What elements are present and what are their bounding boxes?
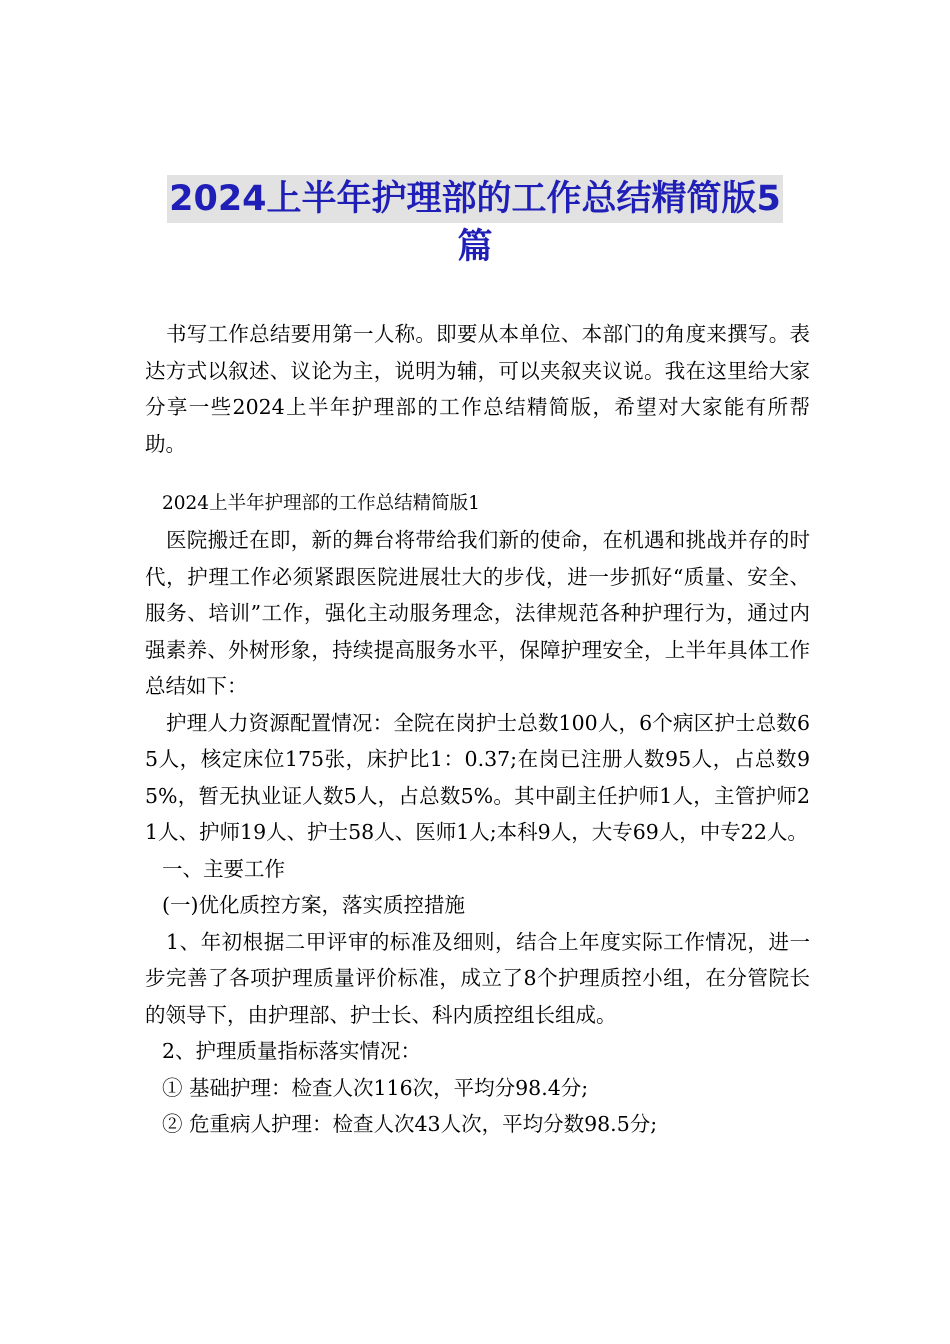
- section-heading: 2024上半年护理部的工作总结精简版1: [162, 493, 480, 514]
- heading-quality-control: (一)优化质控方案，落实质控措施: [162, 893, 465, 917]
- title-line-1: 2024上半年护理部的工作总结精简版5: [167, 175, 783, 223]
- point-2: 2、护理质量指标落实情况：: [162, 1039, 422, 1063]
- intro-paragraph: 书写工作总结要用第一人称。即要从本单位、本部门的角度来撰写。表达方式以叙述、议论为主，说明为辅，可以夹叙夹议说。我在这里给大家分享一些2024上半年护理部的工作总结精简版，希望对大家能有所帮助。: [145, 322, 810, 456]
- document-title: [140, 175, 810, 271]
- spacer: [145, 462, 810, 486]
- list-item-critical-care: ② 危重病人护理：检查人次43人次，平均分数98.5分;: [162, 1112, 658, 1136]
- list-item-basic-care: ① 基础护理：检查人次116次，平均分98.4分;: [162, 1075, 589, 1100]
- paragraph-relocation: 医院搬迁在即，新的舞台将带给我们新的使命，在机遇和挑战并存的时代，护理工作必须紧跟医院进展壮大的步伐，进一步抓好“质量、安全、服务、培训”工作，强化主动服务理念，法律规范各种护理行为，通过内强素养、外树形象，持续提高服务水平，保障护理安全，上半年具体工作总结如下：: [145, 528, 810, 698]
- document-body: [145, 316, 810, 1143]
- heading-main-work: 一、主要工作: [162, 856, 285, 881]
- point-1: 1、年初根据二甲评审的标准及细则，结合上年度实际工作情况，进一步完善了各项护理质量评价标准，成立了8个护理质控小组，在分管院长的领导下，由护理部、护士长、科内质控组长组成。: [145, 929, 810, 1027]
- title-line-2: 篇: [457, 227, 493, 267]
- paragraph-staffing: 护理人力资源配置情况：全院在岗护士总数100人，6个病区护士总数65人，核定床位175张，床护比1：0.37;在岗已注册人数95人，占总数95%，暂无执业证人数5人，占总数5%。其中副主任护师1人，主管护师21人、护师19人、护士58人、医师1人;本科9人，大专69人，中专22人。: [145, 710, 810, 844]
